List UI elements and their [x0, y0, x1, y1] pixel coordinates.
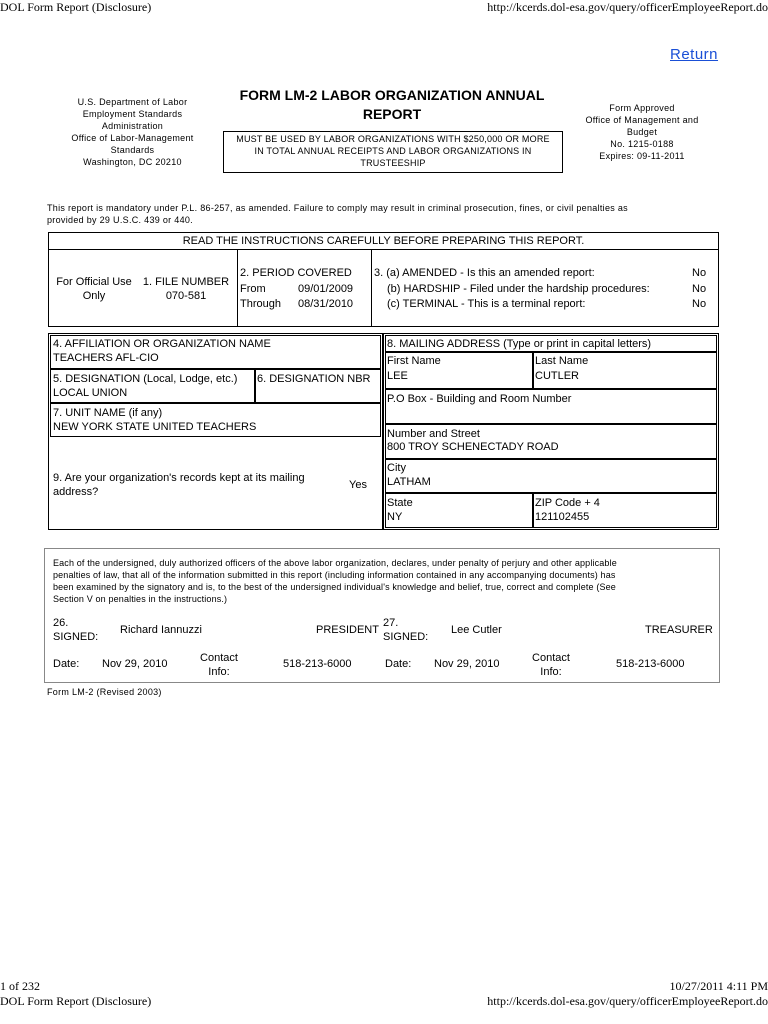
signer-1-signed-label: SIGNED: [53, 631, 99, 643]
signer-2-name: Lee Cutler [451, 624, 502, 636]
signer-2-number: 27. [383, 617, 399, 629]
amended-label: 3. (a) AMENDED - Is this an amended report: [374, 267, 595, 279]
first-name-value: LEE [387, 370, 408, 382]
signer-2-signed-label: SIGNED: [383, 631, 429, 643]
affiliation-value: TEACHERS AFL-CIO [53, 352, 159, 364]
agency-line: Standards [110, 145, 155, 155]
approval-line: Expires: 09-11-2011 [599, 151, 685, 161]
mandatory-line: This report is mandatory under P.L. 86-257, as amended. Failure to comply may result in criminal prosecution, fines, or civil penalties as [47, 203, 628, 213]
print-timestamp: 10/27/2011 4:11 PM [669, 979, 768, 993]
agency-line: Employment Standards [82, 109, 183, 119]
mailing-label: 8. MAILING ADDRESS (Type or print in capital letters) [387, 338, 652, 350]
period-through-value: 08/31/2010 [298, 298, 354, 310]
instructions-header: READ THE INSTRUCTIONS CAREFULLY BEFORE PREPARING THIS REPORT. [182, 235, 585, 247]
signer-2-phone: 518-213-6000 [616, 658, 685, 670]
declaration-line: been examined by the signatory and is, to the best of the undersigned individual's knowledge and belief, true, correct and complete (See [53, 582, 616, 592]
form-revision: Form LM-2 (Revised 2003) [47, 687, 162, 697]
mandatory-line: provided by 29 U.S.C. 439 or 440. [47, 215, 193, 225]
signer-1-date-label: Date: [53, 658, 80, 670]
signer-1-name: Richard Iannuzzi [120, 624, 202, 636]
last-name-value: CUTLER [535, 370, 580, 382]
hardship-value: No [692, 283, 707, 295]
official-use-line: For Official Use [56, 276, 132, 288]
city-label: City [387, 462, 406, 474]
agency-line: Administration [101, 121, 164, 131]
official-use-label [50, 275, 138, 303]
file-number [136, 275, 236, 303]
print-footer-url: http://kcerds.dol-esa.gov/query/officerEmployeeReport.do [487, 994, 768, 1008]
city-value: LATHAM [387, 476, 431, 488]
declaration-text [53, 557, 713, 605]
agency-line: Washington, DC 20210 [83, 157, 182, 167]
approval-line: Form Approved [609, 103, 675, 113]
omb-approval [572, 102, 712, 162]
first-name-label: First Name [387, 355, 441, 367]
file-number-label: 1. FILE NUMBER [142, 276, 230, 288]
city-cell [385, 459, 717, 493]
designation-nbr-label: 6. DESIGNATION NBR [257, 373, 371, 385]
period-label: 2. PERIOD COVERED [240, 267, 352, 279]
declaration-line: penalties of law, that all of the information submitted in this report (including information contained in any accompanying documents) has [53, 570, 616, 580]
amended-value: No [692, 267, 707, 279]
contact-label-line: Info: [540, 666, 562, 678]
period-from-value: 09/01/2009 [298, 283, 354, 295]
terminal-label: (c) TERMINAL - This is a terminal report: [387, 298, 586, 310]
po-box-label: P.O Box - Building and Room Number [387, 393, 572, 405]
unit-name-value: NEW YORK STATE UNITED TEACHERS [53, 421, 257, 433]
agency-line: Office of Labor-Management [71, 133, 194, 143]
records-answer: Yes [349, 479, 367, 491]
declaration-line: Each of the undersigned, duly authorized officers of the above labor organization, declares, under penalty of perjury and other applicable [53, 558, 617, 568]
zip-label: ZIP Code + 4 [535, 497, 600, 509]
divider [237, 249, 238, 327]
contact-label-line: Info: [208, 666, 230, 678]
mandatory-notice [47, 202, 737, 226]
designation-label: 5. DESIGNATION (Local, Lodge, etc.) [53, 373, 238, 385]
hardship-label: (b) HARDSHIP - Filed under the hardship procedures: [387, 283, 650, 295]
agency-block [55, 96, 210, 168]
print-header-title: DOL Form Report (Disclosure) [0, 0, 152, 14]
signer-1-date: Nov 29, 2010 [102, 658, 168, 670]
print-page-count: 1 of 232 [0, 979, 40, 993]
print-footer-title: DOL Form Report (Disclosure) [0, 994, 152, 1008]
terminal-value: No [692, 298, 707, 310]
notice-line: TRUSTEESHIP [360, 158, 426, 168]
form-title-line: FORM LM-2 LABOR ORGANIZATION ANNUAL [239, 87, 545, 103]
street-value: 800 TROY SCHENECTADY ROAD [387, 441, 559, 453]
records-line: address? [53, 486, 99, 498]
period-through-label: Through [240, 298, 281, 310]
period-from-label: From [240, 283, 266, 295]
contact-label-line: Contact [532, 652, 570, 664]
notice-line: IN TOTAL ANNUAL RECEIPTS AND LABOR ORGANIZATIONS IN [254, 146, 532, 156]
agency-line: U.S. Department of Labor [77, 97, 188, 107]
signer-1-title: PRESIDENT [316, 624, 379, 636]
state-value: NY [387, 511, 403, 523]
unit-name-label: 7. UNIT NAME (if any) [53, 407, 163, 419]
street-label: Number and Street [387, 428, 480, 440]
official-use-line: Only [82, 290, 106, 302]
signer-1-phone: 518-213-6000 [283, 658, 352, 670]
signer-2-date-label: Date: [385, 658, 412, 670]
contact-label-line: Contact [200, 652, 238, 664]
designation-value: LOCAL UNION [53, 387, 128, 399]
zip-value: 121102455 [535, 511, 590, 523]
records-question [53, 471, 305, 499]
divider [371, 249, 372, 327]
signer-1-number: 26. [53, 617, 69, 629]
file-number-value: 070-581 [165, 290, 207, 302]
divider [48, 249, 719, 250]
form-title-line: REPORT [362, 106, 422, 122]
notice-line: MUST BE USED BY LABOR ORGANIZATIONS WITH $250,000 OR MORE [236, 134, 550, 144]
affiliation-label: 4. AFFILIATION OR ORGANIZATION NAME [53, 338, 271, 350]
signer-2-date: Nov 29, 2010 [434, 658, 500, 670]
records-line: 9. Are your organization's records kept at its mailing [53, 472, 305, 484]
approval-line: No. 1215-0188 [610, 139, 674, 149]
signer-2-title: TREASURER [645, 624, 713, 636]
state-label: State [387, 497, 413, 509]
form-title [222, 86, 562, 124]
notice-text [223, 133, 563, 169]
print-header-url: http://kcerds.dol-esa.gov/query/officerEmployeeReport.do [487, 0, 768, 14]
signer-2-contact-label [522, 651, 580, 679]
return-link[interactable]: Return [670, 46, 719, 63]
signer-1-contact-label [190, 651, 248, 679]
declaration-line: Section V on penalties in the instructions.) [53, 594, 228, 604]
approval-line: Office of Management and [585, 115, 699, 125]
last-name-label: Last Name [535, 355, 589, 367]
approval-line: Budget [626, 127, 658, 137]
